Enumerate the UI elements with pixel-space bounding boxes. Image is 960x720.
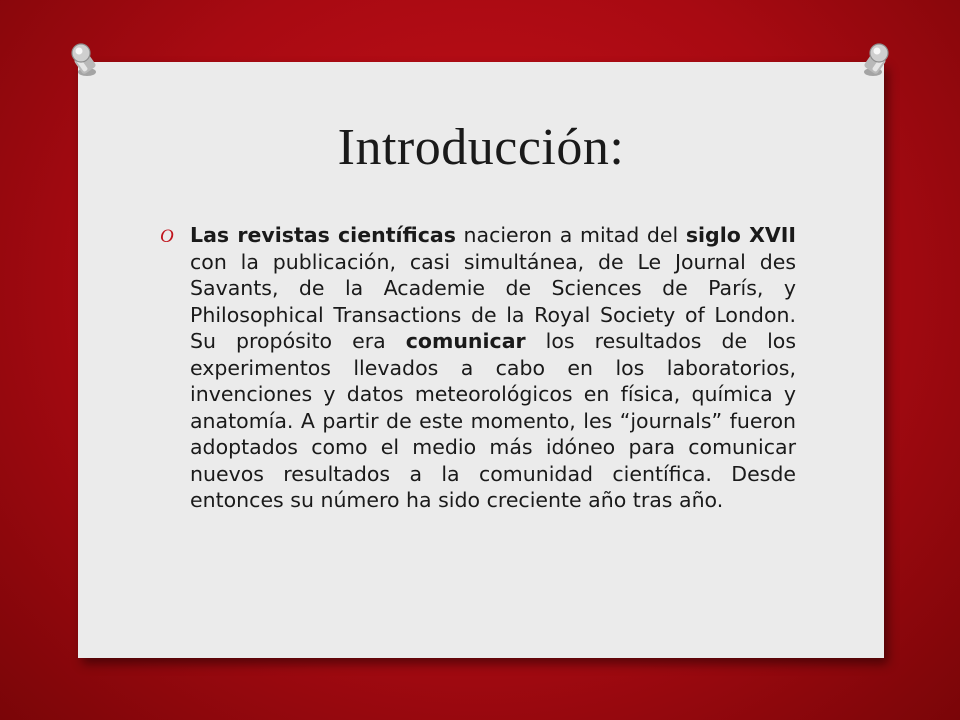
bullet-icon: O — [160, 226, 174, 247]
bold-text-siglo: siglo XVII — [685, 223, 797, 247]
pushpin-icon — [70, 42, 100, 78]
text-segment: los resultados de los experimentos llevados a cabo en los laboratorios, invenciones y datos meteorológicos en física, química y anatomía. A partir de este momento, les “journals” fueron adoptados como el medio más idóneo para comunicar nuevos resultados a la comunidad científica. Desde entonces su número ha sido creciente año tras año. — [190, 329, 797, 512]
slide-title: Introducción: — [337, 119, 625, 176]
pushpin-icon — [860, 42, 890, 78]
bold-text-las-revistas: Las revistas científicas — [190, 223, 456, 247]
text-segment: nacieron a mitad del — [455, 223, 686, 247]
text-segment: con la publicación, casi simultánea, de Le Journal des Savants, de la Academie de Sciences de París, y Philosophical Transactions de la Royal Society of London. Su propósito era — [190, 249, 796, 353]
bullet-paragraph — [190, 222, 796, 514]
bold-text-comunicar: comunicar — [405, 329, 526, 353]
